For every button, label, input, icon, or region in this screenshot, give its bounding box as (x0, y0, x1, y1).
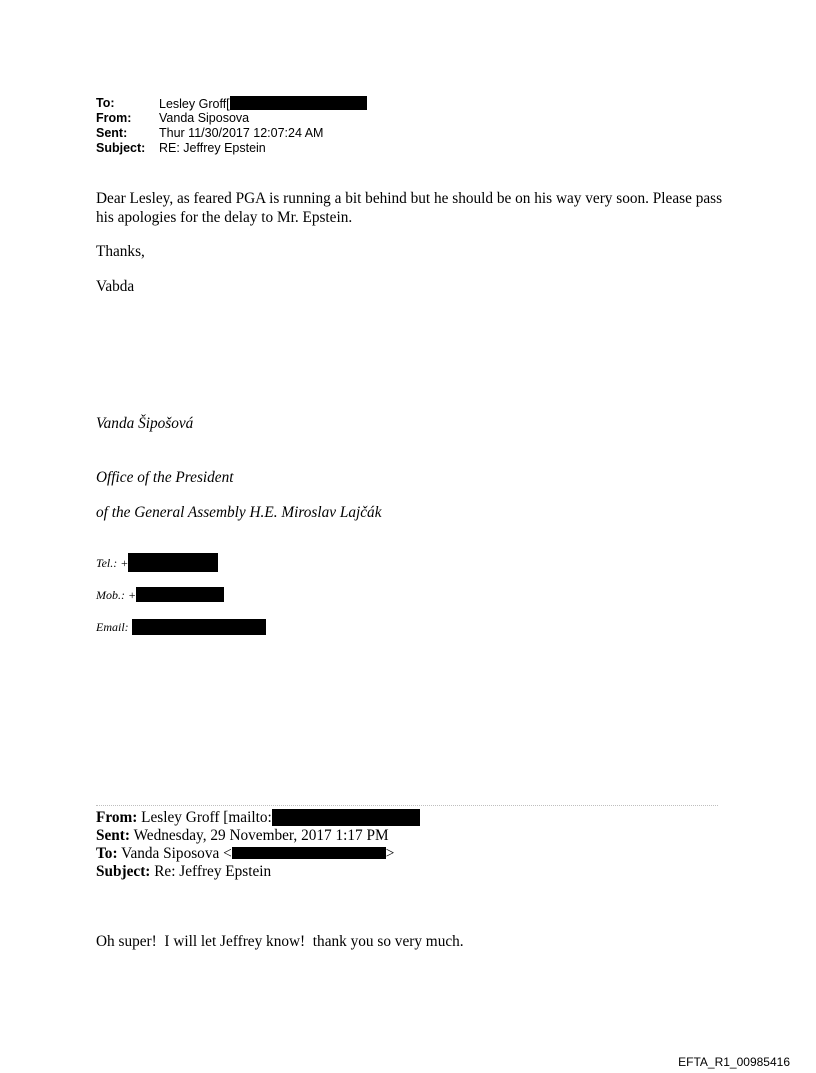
header-to-row (96, 96, 367, 111)
signature-mobile (96, 586, 224, 604)
tel-label: Tel.: + (96, 556, 129, 570)
sent-value: Thur 11/30/2017 12:07:24 AM (159, 126, 324, 140)
quoted-subject-value: Re: Jeffrey Epstein (154, 863, 272, 880)
subject-label: Subject: (96, 141, 146, 155)
redaction-box (128, 553, 218, 572)
to-name: Lesley Groff[ (159, 97, 230, 111)
quoted-from-label: From: (96, 809, 138, 826)
to-value (159, 96, 367, 111)
quoted-subject-row (96, 863, 420, 881)
redaction-box (232, 847, 386, 859)
signature-tel (96, 553, 218, 571)
header-sent-row (96, 126, 367, 141)
from-value: Vanda Siposova (159, 111, 250, 125)
quoted-divider (96, 805, 718, 806)
redaction-box (136, 587, 224, 602)
quoted-to-label: To: (96, 845, 118, 862)
redaction-box (272, 809, 420, 826)
redaction-box (230, 96, 367, 110)
quoted-subject-label: Subject: (96, 863, 151, 880)
quoted-sent-label: Sent: (96, 827, 130, 844)
header-from-row (96, 111, 367, 126)
document-id: EFTA_R1_00985416 (678, 1055, 790, 1069)
subject-value: RE: Jeffrey Epstein (159, 141, 266, 155)
email-header (96, 96, 367, 156)
quoted-from-row (96, 809, 420, 827)
quoted-sent-row (96, 827, 420, 845)
message-signoff: Vabda (96, 278, 135, 295)
mob-label: Mob.: + (96, 588, 137, 602)
header-subject-row (96, 141, 367, 156)
to-label: To: (96, 96, 115, 110)
message-body: Dear Lesley, as feared PGA is running a bit behind but he should be on his way very soon. Please pass his apologies for the delay to Mr. Epstein. (96, 190, 723, 226)
signature-email (96, 618, 266, 636)
quoted-sent-value: Wednesday, 29 November, 2017 1:17 PM (133, 827, 389, 844)
message-thanks: Thanks, (96, 243, 145, 260)
signature-office: Office of the President (96, 469, 234, 486)
quoted-to-row (96, 845, 420, 863)
email-label: Email: (96, 620, 129, 634)
from-label: From: (96, 111, 132, 125)
quoted-to-suffix: > (385, 845, 395, 862)
quoted-to-value: Vanda Siposova < (121, 845, 232, 862)
quoted-header (96, 809, 420, 881)
signature-assembly: of the General Assembly H.E. Miroslav Lajčák (96, 504, 382, 521)
signature-name: Vanda Šipošová (96, 415, 194, 432)
redaction-box (132, 619, 266, 635)
quoted-body: Oh super! I will let Jeffrey know! thank you so very much. (96, 933, 464, 950)
sent-label: Sent: (96, 126, 128, 140)
quoted-from-value: Lesley Groff [mailto: (141, 809, 272, 826)
